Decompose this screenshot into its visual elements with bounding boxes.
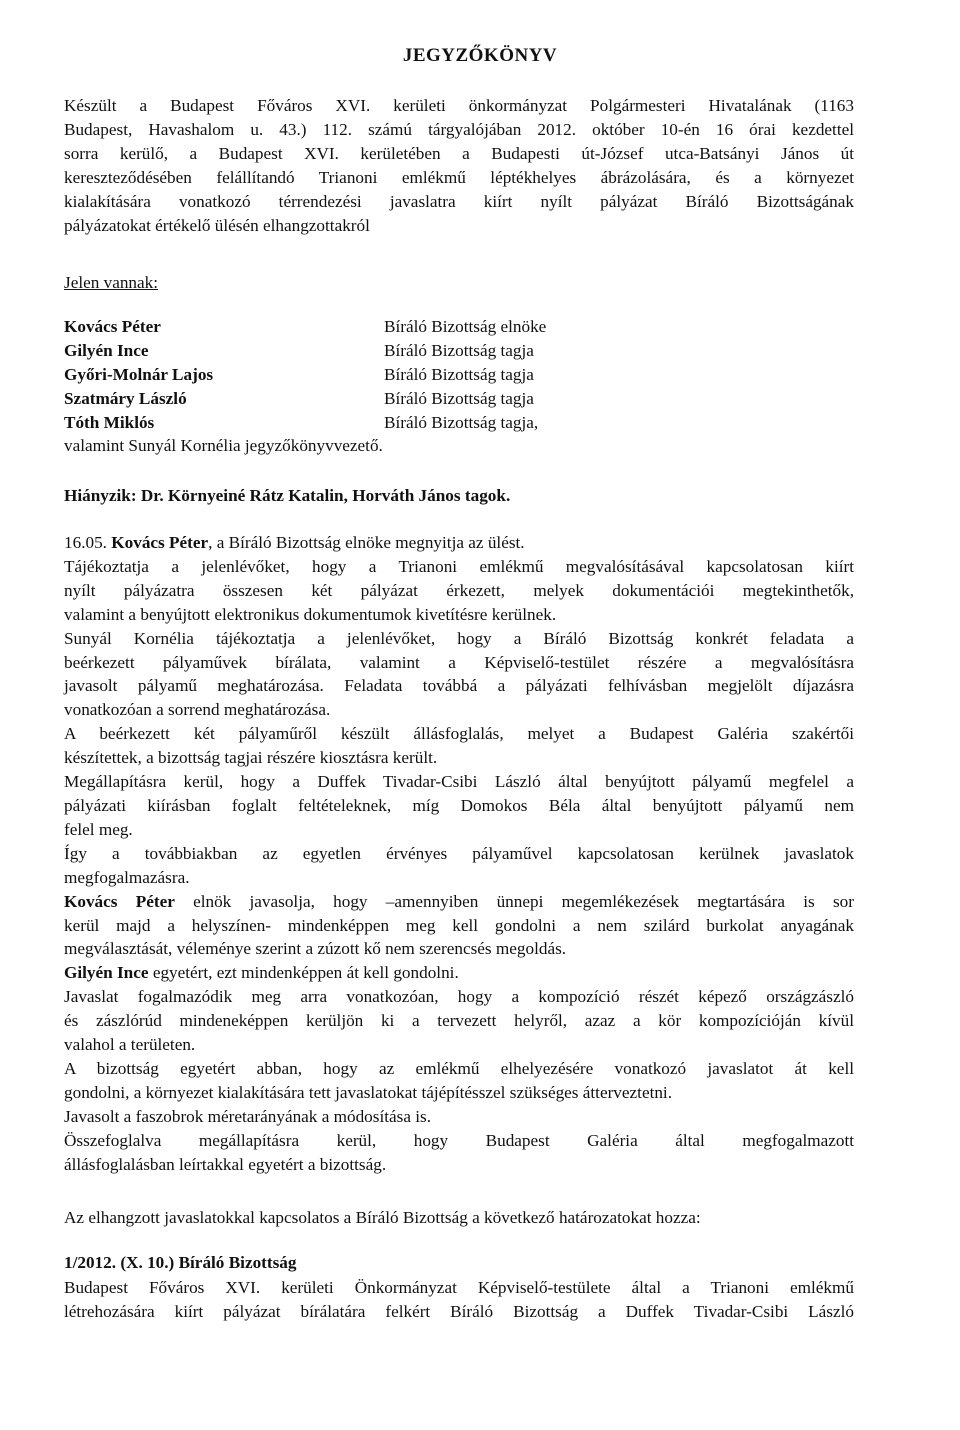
text-line: Javaslat fogalmazódik meg arra vonatkozóan, hogy a kompozíció részét képező országzászló — [64, 987, 854, 1007]
minutes-body — [64, 531, 854, 1176]
text-fragment: egyetért, ezt mindenképpen át kell gondolni. — [148, 963, 459, 983]
member-name: Szatmáry László — [64, 388, 187, 408]
text-line: pályázati kiírásban foglalt feltételeknek, míg Domokos Béla által benyújtott pályamű nem — [64, 795, 854, 815]
member-row — [64, 315, 854, 339]
absent-line: Hiányzik: Dr. Környeiné Rátz Katalin, Horváth János tagok. — [64, 486, 511, 505]
text-line: A bizottság egyetért abban, hogy az emlékmű elhelyezésére vonatkozó javaslatot át kell — [64, 1058, 854, 1078]
text-line: valahol a területen. — [64, 1035, 196, 1055]
opening-time: 16.05. — [64, 533, 107, 552]
member-role: Bíráló Bizottság tagja — [384, 388, 534, 408]
text-line: megfogalmazásra. — [64, 867, 190, 887]
text-line: Összefoglalva megállapításra kerül, hogy Budapest Galéria által megfogalmazott — [64, 1130, 854, 1150]
member-role: Bíráló Bizottság tagja, — [384, 412, 539, 432]
member-role: Bíráló Bizottság tagja — [384, 340, 534, 360]
text-line: létrehozására kiírt pályázat bírálatára felkért Bíráló Bizottság a Duffek Tivadar-Csibi László — [64, 1301, 854, 1321]
text-line: kereszteződésében felállítandó Trianoni emlékmű léptékhelyes ábrázolására, és a környezet — [64, 167, 854, 187]
text-line: vonatkozóan a sorrend meghatározása. — [64, 700, 331, 720]
text-line: sorra kerülő, a Budapest XVI. kerületében a Budapesti út-József utca-Batsányi János út — [64, 143, 854, 163]
member-name: Kovács Péter — [64, 317, 161, 336]
member-name: Győri-Molnár Lajos — [64, 364, 214, 384]
member-name: Gilyén Ince — [64, 340, 149, 360]
chair-name: Kovács Péter — [64, 891, 175, 911]
text-line: beérkezett pályaművek bírálata, valamint a Képviselő-testület részére a megvalósításra — [64, 652, 854, 672]
text-line: kerül majd a helyszínen- mindenképpen meg kell gondolni a nem szilárd burkolat anyagának — [64, 915, 854, 935]
member-row — [64, 387, 854, 411]
text-line: A beérkezett két pályaműről készült állásfoglalás, melyet a Budapest Galéria szakértői — [64, 724, 854, 744]
text-line: Így a továbbiakban az egyetlen érvényes pályaművel kapcsolatosan kerülnek javaslatok — [64, 843, 854, 863]
text-line: kialakítására vonatkozó térrendezési javaslatra kiírt nyílt pályázat Bíráló Bizottságának — [64, 191, 854, 211]
text-line: Javasolt a faszobrok méretarányának a módosítása is. — [64, 1106, 432, 1126]
opening-line — [64, 531, 854, 555]
text-line: Budapest Főváros XVI. kerületi Önkormányzat Képviselő-testülete által a Trianoni emlékmű — [64, 1278, 854, 1297]
member-name: Tóth Miklós — [64, 412, 155, 432]
member-row — [64, 339, 854, 363]
member-list — [64, 315, 854, 458]
text-line: valamint a benyújtott elektronikus dokumentumok kivetítésre kerülnek. — [64, 604, 557, 624]
recorder-line: valamint Sunyál Kornélia jegyzőkönyvvezető. — [64, 436, 383, 456]
text-line: állásfoglalásban leírtakkal egyetért a bizottság. — [64, 1154, 387, 1174]
resolution-heading: 1/2012. (X. 10.) Bíráló Bizottság — [64, 1253, 297, 1272]
text-fragment: elnök javasolja, hogy –amennyiben ünnepi megemlékezések megtartására is sor — [174, 891, 854, 911]
text-line: Sunyál Kornélia tájékoztatja a jelenlévőket, hogy a Bíráló Bizottság konkrét feladata a — [64, 628, 854, 648]
text-line: Budapest, Havashalom u. 43.) 112. számú tárgyalójában 2012. október 10-én 16 órai kezdettel — [64, 119, 854, 139]
text-line: készítettek, a bizottság tagjai részére kiosztásra került. — [64, 748, 438, 768]
text-line: Megállapításra kerül, hogy a Duffek Tivadar-Csibi László által benyújtott pályamű megfelel a — [64, 772, 854, 792]
text-line: gondolni, a környezet kialakítására tett javaslatokat tájépítésszel szükséges átterveztetni. — [64, 1082, 673, 1102]
text-line: felel meg. — [64, 819, 133, 839]
document-title: JEGYZŐKÖNYV — [402, 45, 558, 66]
text-line: és zászlórúd mindeneképpen kerüljön ki a tervezett helyről, azaz a kör kompozícióján kívül — [64, 1011, 854, 1031]
intro-paragraph — [64, 94, 854, 237]
member-row — [64, 363, 854, 387]
text-line: Tájékoztatja a jelenlévőket, hogy a Trianoni emlékmű megvalósításával kapcsolatosan kiírt — [64, 556, 854, 576]
text-line: javasolt pályamű meghatározása. Feladata továbbá a pályázati felhívásban megjelölt díjazásra — [64, 676, 854, 696]
conclusion-line: Az elhangzott javaslatokkal kapcsolatos a Bíráló Bizottság a következő határozatokat hozza: — [64, 1208, 701, 1227]
resolution-text — [64, 1276, 854, 1324]
text-line — [64, 890, 854, 914]
text-line: pályázatokat értékelő ülésén elhangzottakról — [64, 215, 370, 235]
member-role: Bíráló Bizottság tagja — [384, 364, 534, 384]
member-role: Bíráló Bizottság elnöke — [384, 317, 547, 336]
chair-name: Kovács Péter — [111, 533, 209, 552]
opening-text: , a Bíráló Bizottság elnöke megnyitja az ülést. — [208, 533, 525, 552]
present-heading: Jelen vannak: — [64, 273, 159, 292]
text-line: megválasztását, véleménye szerint a zúzott kő nem szerencsés megoldás. — [64, 939, 567, 959]
member-name: Gilyén Ince — [64, 963, 149, 983]
text-line: nyílt pályázatra összesen két pályázat érkezett, melyek dokumentációi megtekinthetők, — [64, 580, 854, 600]
member-row — [64, 411, 854, 435]
text-line: Készült a Budapest Főváros XVI. kerületi önkormányzat Polgármesteri Hivatalának (1163 — [64, 96, 854, 115]
text-line — [64, 961, 854, 985]
